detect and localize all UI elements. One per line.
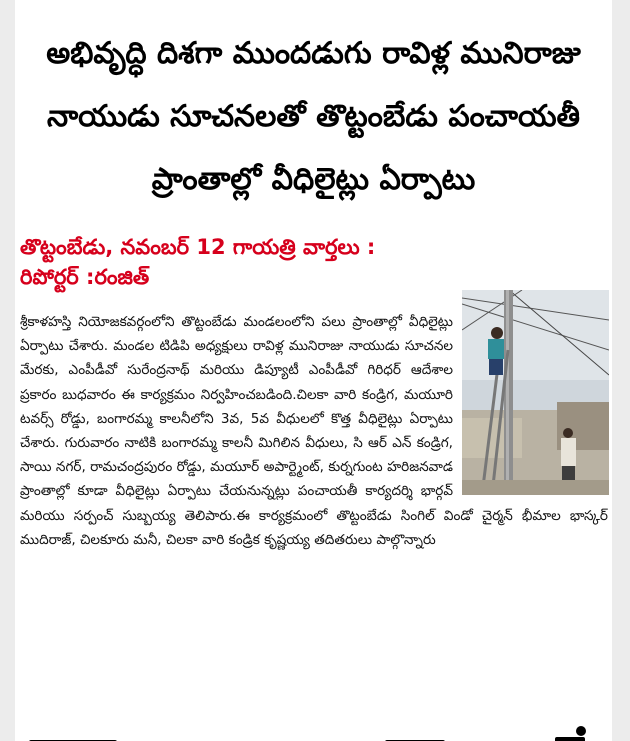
article-body <box>20 310 608 552</box>
photo-space <box>453 310 608 498</box>
article-body-text: శ్రీకాళహస్తి నియోజకవర్గంలోని తొట్టంబేడు మండలంలోని పలు ప్రాంతాల్లో వీధిలైట్లు ఏర్పాటు చేశారు. మండల టిడిపి అధ్యక్షులు రావిళ్ల మునిరాజు నాయుడు సూచనల మేరకు, ఎంపీడీవో సురేంద్రనాథ్ మరియు డిప్యూటీ ఎంపీడీవో గిరిధర్ ఆదేశాల ప్రకారం బుధవారం ఈ కార్యక్రమం నిర్వహించబడింది.చిలకా వారి కండ్రిగ, మయూరి టవర్స్ రోడ్డు, బంగారమ్మ కాలనీలోని 3వ, 5వ వీధులలో కొత్త వీధిలైట్లు ఏర్పాటు చేశారు. గురువారం నాటికి బంగారమ్మ కాలనీ మిగిలిన వీధులు, సి ఆర్ ఎన్ కండ్రిగ, సాయి నగర్, రామచంద్రపురం రోడ్డు, మయూర్ అపార్ట్మెంట్, కుర్నగుంట హరిజనవాడ ప్రాంతాల్లో కూడా వీధిలైట్లు ఏర్పాటు చేయనున్నట్లు పంచాయతీ కార్యదర్శి భార్గవ్ మరియు సర్పంచ్ సుబ్బయ్య తెలిపారు.ఈ కార్యక్రమంలో తొట్టంబేడు సింగిల్ విండో చైర్మన్ భీమాల భాస్కర్ ముదిరాజ్, చిలకూరు మనీ, చిలకా వారి కండ్రిక కృష్ణయ్య తదితరులు పాల్గొన్నారు <box>20 314 608 548</box>
article-dateline: తొట్టంబేడు, నవంబర్ 12 గాయత్రి వార్తలు : <box>20 235 376 259</box>
next-article-headline-cut <box>15 712 612 741</box>
article-dateline-block <box>20 232 610 292</box>
next-headline-glyph-tops-icon <box>15 712 612 741</box>
article-reporter: రిపోర్టర్ :రంజిత్ <box>20 265 150 289</box>
newspaper-page <box>15 0 612 741</box>
article-headline: అభివృద్ధి దిశగా ముందడుగు రావిళ్ల మునిరాజు నాయుడు సూచనలతో తొట్టంబేడు పంచాయతీ ప్రాంతాల్లో వీధిలైట్లు ఏర్పాటు <box>46 36 581 197</box>
